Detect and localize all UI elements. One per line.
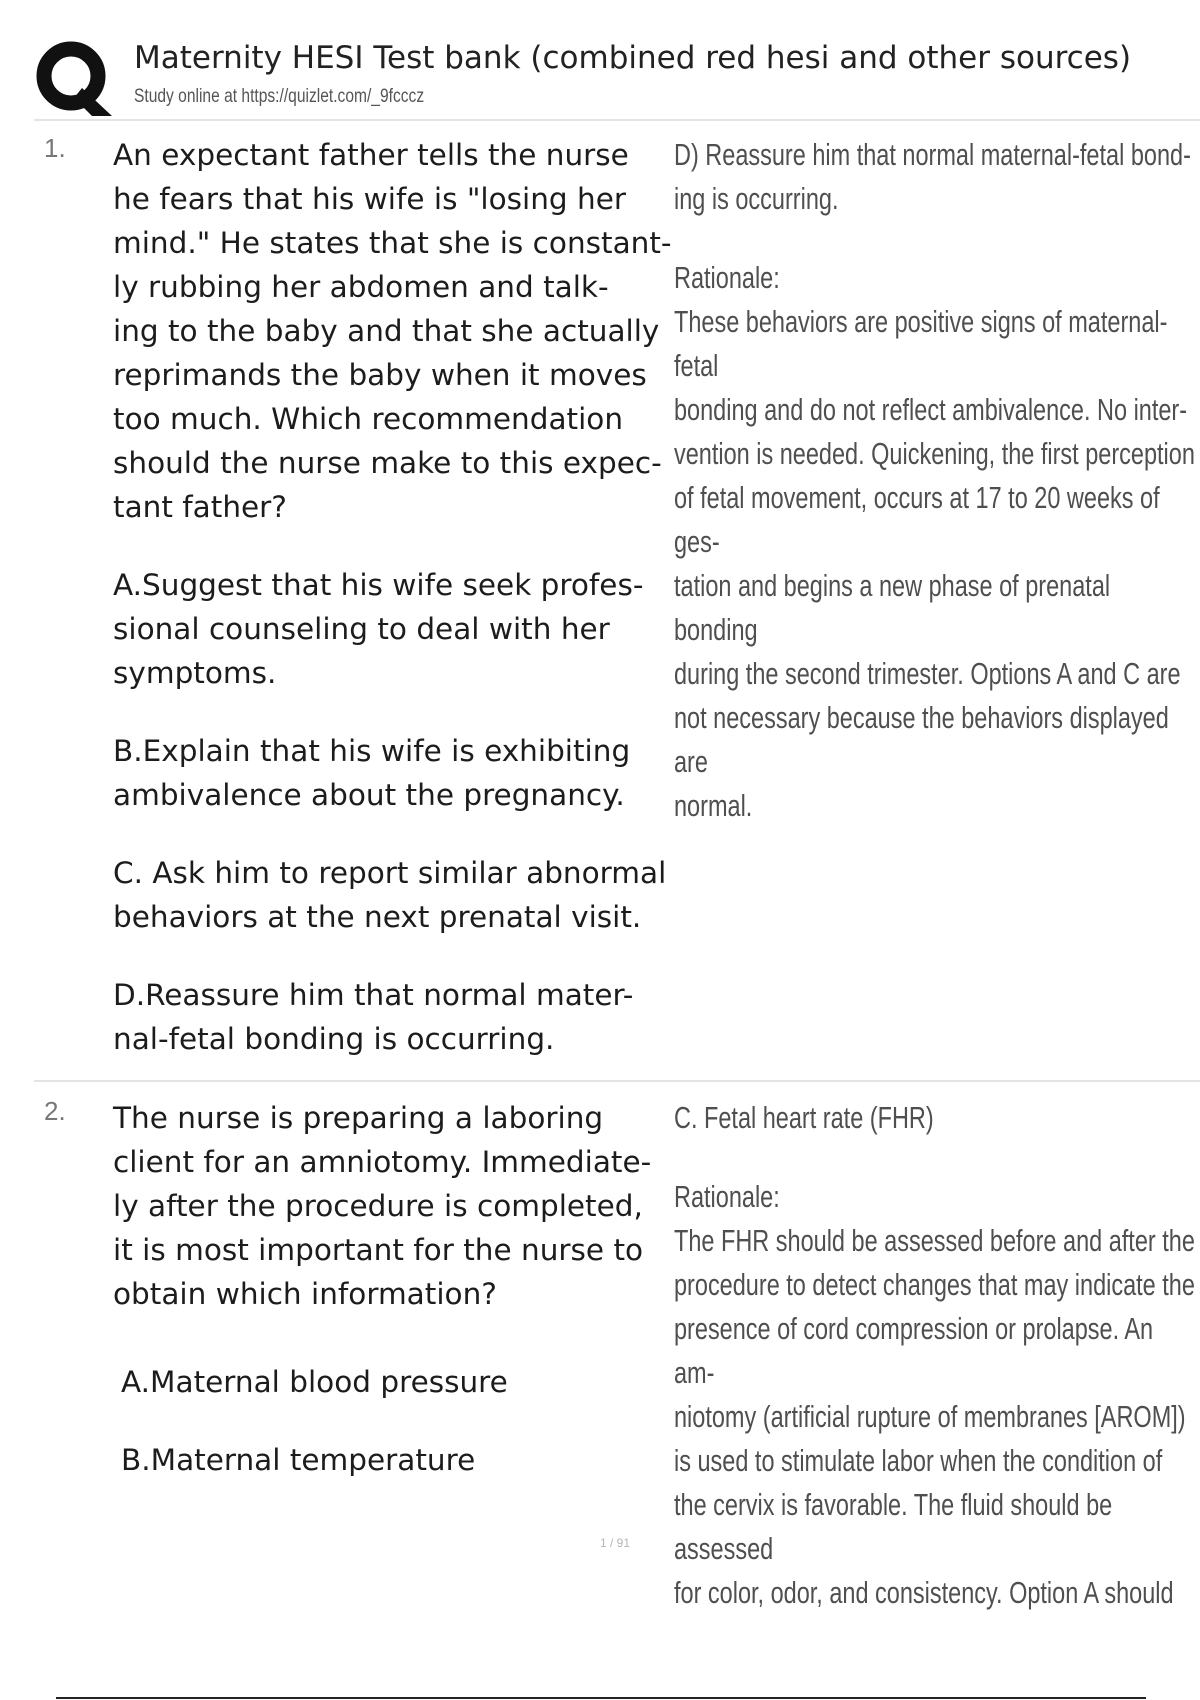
option-a-line: A.Suggest that his wife seek profes- xyxy=(113,568,644,602)
rationale-line: the cervix is favorable. The fluid should be assessed xyxy=(674,1488,1113,1566)
option-a-line: sional counseling to deal with her xyxy=(113,612,610,646)
document-title: Maternity HESI Test bank (combined red hesi and other sources) xyxy=(134,40,1132,76)
option-b-line: B.Explain that his wife is exhibiting xyxy=(113,734,631,768)
rationale-line: for color, odor, and consistency. Option A should xyxy=(674,1576,1174,1610)
answer-definition xyxy=(674,133,1198,828)
question-line: obtain which information? xyxy=(113,1277,497,1311)
question-line: client for an amniotomy. Immediate- xyxy=(113,1145,652,1179)
page-bottom-rule xyxy=(56,1697,1146,1699)
option-a-line: A.Maternal blood pressure xyxy=(121,1365,508,1399)
answer-definition xyxy=(674,1096,1198,1615)
option-d-line: D.Reassure him that normal mater- xyxy=(113,978,634,1012)
question-line: reprimands the baby when it moves xyxy=(113,358,647,392)
question-line: should the nurse make to this expec- xyxy=(113,446,662,480)
rationale-line: presence of cord compression or prolapse. An am- xyxy=(674,1312,1154,1390)
question-line: too much. Which recommendation xyxy=(113,402,624,436)
header-divider xyxy=(34,119,1200,121)
question-line: mind." He states that she is constant- xyxy=(113,226,672,260)
answer-line: C. Fetal heart rate (FHR) xyxy=(674,1101,934,1135)
rationale-label: Rationale: xyxy=(674,261,780,295)
rationale-line: is used to stimulate labor when the condition of xyxy=(674,1444,1163,1478)
rationale-line: procedure to detect changes that may indicate the xyxy=(674,1268,1195,1302)
card-divider xyxy=(34,1080,1200,1082)
question-line: ing to the baby and that she actually xyxy=(113,314,660,348)
question-term xyxy=(113,1096,705,1482)
question-line: ly rubbing her abdomen and talk- xyxy=(113,270,609,304)
question-line: it is most important for the nurse to xyxy=(113,1233,644,1267)
rationale-line: tation and begins a new phase of prenatal bonding xyxy=(674,569,1111,647)
question-line: tant father? xyxy=(113,490,287,524)
rationale-line: niotomy (artificial rupture of membranes [AROM]) xyxy=(674,1400,1186,1434)
study-online-link[interactable]: Study online at https://quizlet.com/_9fcccz xyxy=(134,86,425,107)
question-line: An expectant father tells the nurse xyxy=(113,138,629,172)
answer-line: ing is occurring. xyxy=(674,182,839,216)
card-number: 1. xyxy=(44,133,66,163)
option-c-line: behaviors at the next prenatal visit. xyxy=(113,900,642,934)
page-number: 1 / 91 xyxy=(600,1536,631,1550)
question-line: he fears that his wife is "losing her xyxy=(113,182,626,216)
question-line: The nurse is preparing a laboring xyxy=(113,1101,604,1135)
rationale-label: Rationale: xyxy=(674,1180,780,1214)
rationale-line: The FHR should be assessed before and after the xyxy=(674,1224,1195,1258)
rationale-line: of fetal movement, occurs at 17 to 20 weeks of ges- xyxy=(674,481,1160,559)
rationale-line: vention is needed. Quickening, the first perception xyxy=(674,437,1195,471)
option-c-line: C. Ask him to report similar abnormal xyxy=(113,856,667,890)
answer-line: D) Reassure him that normal maternal-fetal bond- xyxy=(674,138,1191,172)
document-header xyxy=(34,36,1200,120)
question-line: ly after the procedure is completed, xyxy=(113,1189,643,1223)
card-number: 2. xyxy=(44,1096,66,1126)
rationale-line: during the second trimester. Options A and C are xyxy=(674,657,1181,691)
rationale-line: bonding and do not reflect ambivalence. No inter- xyxy=(674,393,1188,427)
rationale-line: These behaviors are positive signs of maternal-fetal xyxy=(674,305,1168,383)
option-b-line: B.Maternal temperature xyxy=(121,1443,476,1477)
option-d-line: nal-fetal bonding is occurring. xyxy=(113,1022,555,1056)
option-a-line: symptoms. xyxy=(113,656,277,690)
rationale-line: not necessary because the behaviors displayed are xyxy=(674,701,1169,779)
rationale-line: normal. xyxy=(674,789,753,823)
option-b-line: ambivalence about the pregnancy. xyxy=(113,778,625,812)
quizlet-q-logo-icon xyxy=(34,38,114,118)
question-term xyxy=(113,133,705,1061)
